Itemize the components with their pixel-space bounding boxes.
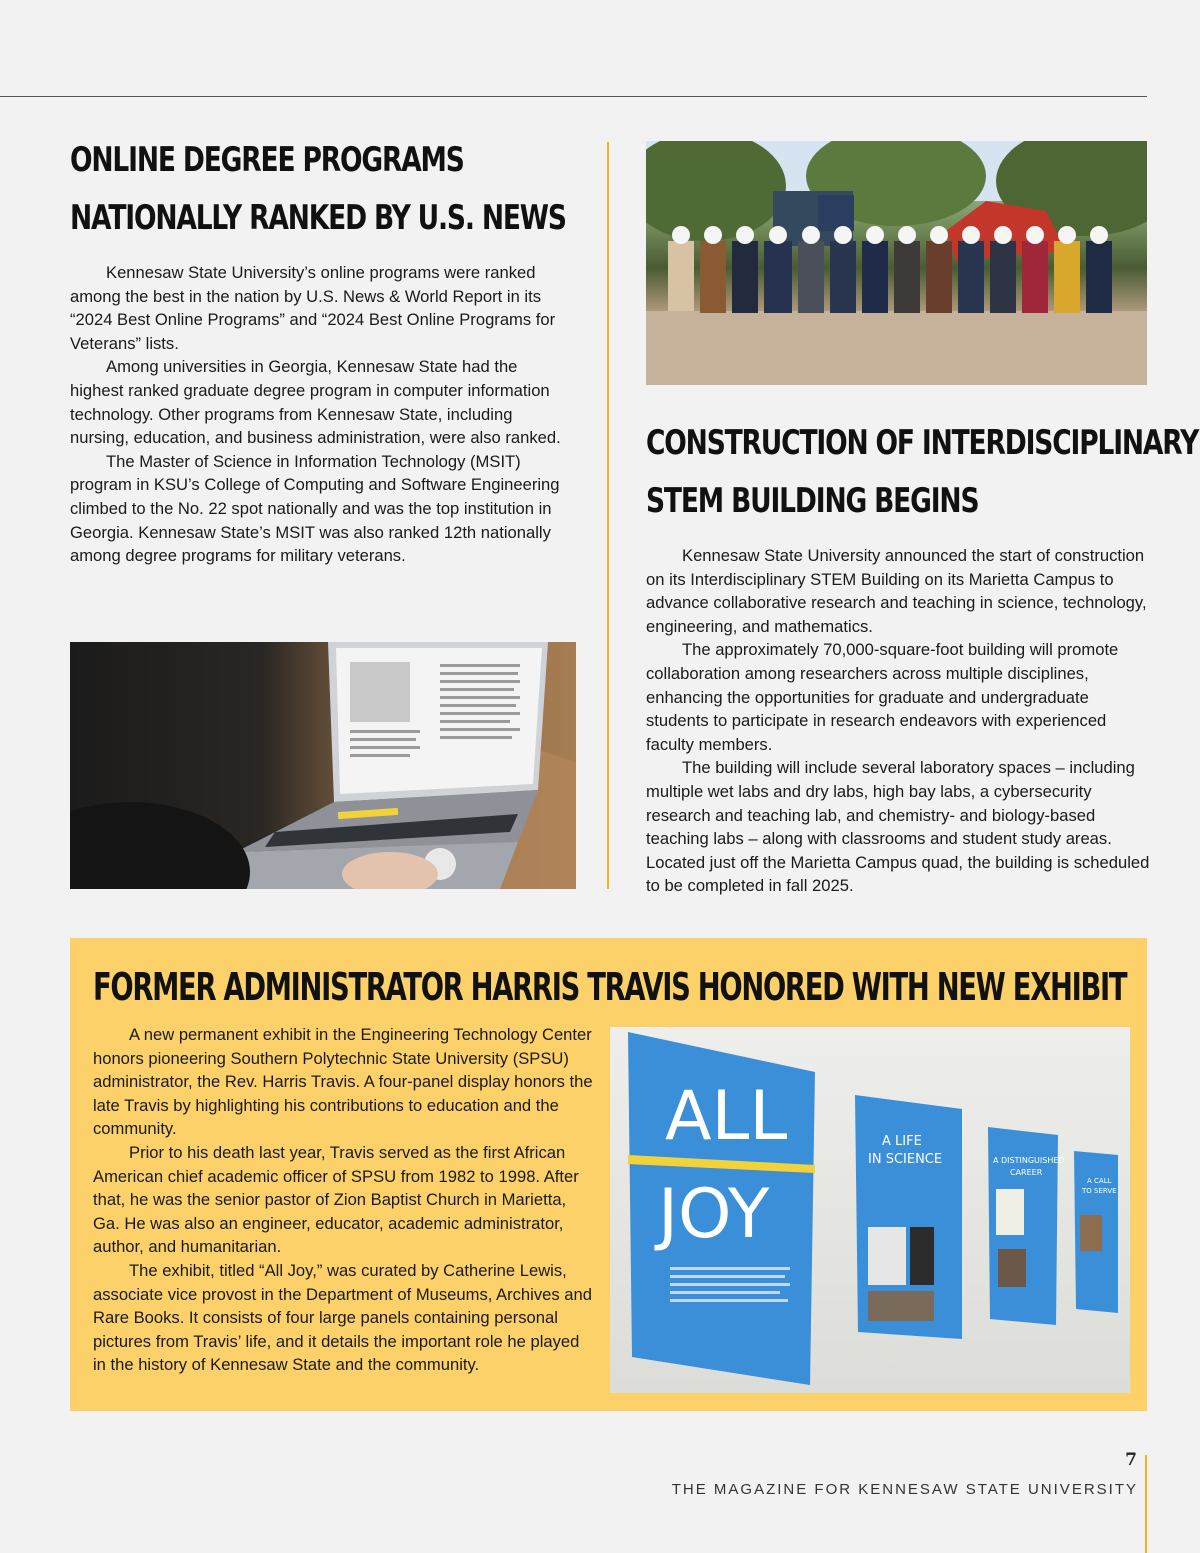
exhibit-panels-illustration: [610, 1027, 1130, 1393]
panel-life-text-2: IN SCIENCE: [868, 1152, 943, 1167]
paragraph: Prior to his death last year, Travis served as the first African American chief academic officer of SPSU from 1982 to 1998. After that, he was the senior pastor of Zion Baptist Church in Marietta, Ga. He was also an engineer, educator, academic administrator, author, and humanitarian.: [93, 1142, 579, 1257]
paragraph: Among universities in Georgia, Kennesaw State had the highest ranked graduate degree program in computer information technology. Other programs from Kennesaw State, including nursing, education, and business administration, were also ranked.: [70, 357, 561, 448]
page-number: 7: [1125, 1450, 1137, 1470]
laptop-illustration: [70, 642, 576, 889]
paragraph: The approximately 70,000-square-foot building will promote collaboration among researchers across multiple disciplines, enhancing the opportunities for graduate and undergraduate students to participate in research endeavors with experienced faculty members.: [646, 640, 1119, 754]
panel-serve-text-1: A CALL: [1087, 1177, 1112, 1185]
paragraph: The exhibit, titled “All Joy,” was curated by Catherine Lewis, associate vice provost in the Department of Museums, Archives and Rare Books. It consists of four large panels containing personal pictures from Travis’ life, and it details the important role he played in the history of Kennesaw State and the community.: [93, 1260, 592, 1375]
groundbreaking-illustration: [646, 141, 1147, 385]
exhibit-photo: [610, 1027, 1130, 1393]
groundbreaking-photo: [646, 141, 1147, 385]
online-programs-body: [70, 261, 570, 568]
online-title-line-2: NATIONALLY RANKED BY U.S. NEWS: [70, 198, 566, 238]
stem-building-body: [646, 544, 1151, 898]
article-stem-building: [646, 414, 1199, 898]
exhibit-feature-box: [70, 938, 1147, 1411]
paragraph: The Master of Science in Information Technology (MSIT) program in KSU’s College of Computing and Software Engineering climbed to the No. 22 spot nationally and was the top institution in Georgia. Kennesaw State’s MSIT was also ranked 12th nationally among degree programs for military veterans.: [70, 451, 560, 566]
paragraph: Kennesaw State University’s online programs were ranked among the best in the nation by U.S. News & World Report in its “2024 Best Online Programs” and “2024 Best Online Programs for Veterans” lists.: [70, 263, 556, 353]
panel-career-text-2: CAREER: [1010, 1168, 1043, 1177]
exhibit-body: [93, 1023, 593, 1377]
top-rule: [0, 96, 1147, 97]
stem-title-line-2: STEM BUILDING BEGINS: [646, 481, 979, 521]
stem-title-line-1: CONSTRUCTION OF INTERDISCIPLINARY: [646, 423, 1199, 463]
panel-career-text-1: A DISTINGUISHED: [993, 1156, 1065, 1165]
paragraph: A new permanent exhibit in the Engineering Technology Center honors pioneering Southern Polytechnic State University (SPSU) administrator, the Rev. Harris Travis. A four-panel display honors the late Travis by highlighting his contributions to education and the community.: [93, 1025, 593, 1139]
panel-life-text-1: A LIFE: [882, 1134, 922, 1149]
footer-rule: [1145, 1455, 1147, 1553]
laptop-photo: [70, 642, 576, 889]
panel-serve-text-2: TO SERVE: [1082, 1187, 1117, 1195]
magazine-footer: THE MAGAZINE FOR KENNESAW STATE UNIVERSITY: [671, 1481, 1138, 1498]
exhibit-title: FORMER ADMINISTRATOR HARRIS TRAVIS HONORED WITH NEW EXHIBIT: [93, 965, 1127, 1009]
panel-all-text: ALL: [665, 1077, 788, 1156]
column-divider: [607, 142, 609, 889]
online-programs-title: [70, 131, 566, 247]
article-online-programs: [70, 131, 570, 568]
stem-building-title: [646, 414, 1199, 530]
online-title-line-1: ONLINE DEGREE PROGRAMS: [70, 140, 464, 180]
paragraph: Kennesaw State University announced the start of construction on its Interdisciplinary STEM Building on its Marietta Campus to advance collaborative research and teaching in science, technology, engineering, and mathematics.: [646, 546, 1147, 636]
paragraph: The building will include several laboratory spaces – including multiple wet labs and dry labs, high bay labs, a cybersecurity research and teaching lab, and chemistry- and biology-based teaching labs – along with classrooms and student study areas. Located just off the Marietta Campus quad, the building is scheduled to be completed in fall 2025.: [646, 758, 1150, 896]
panel-joy-text: JOY: [658, 1175, 770, 1254]
